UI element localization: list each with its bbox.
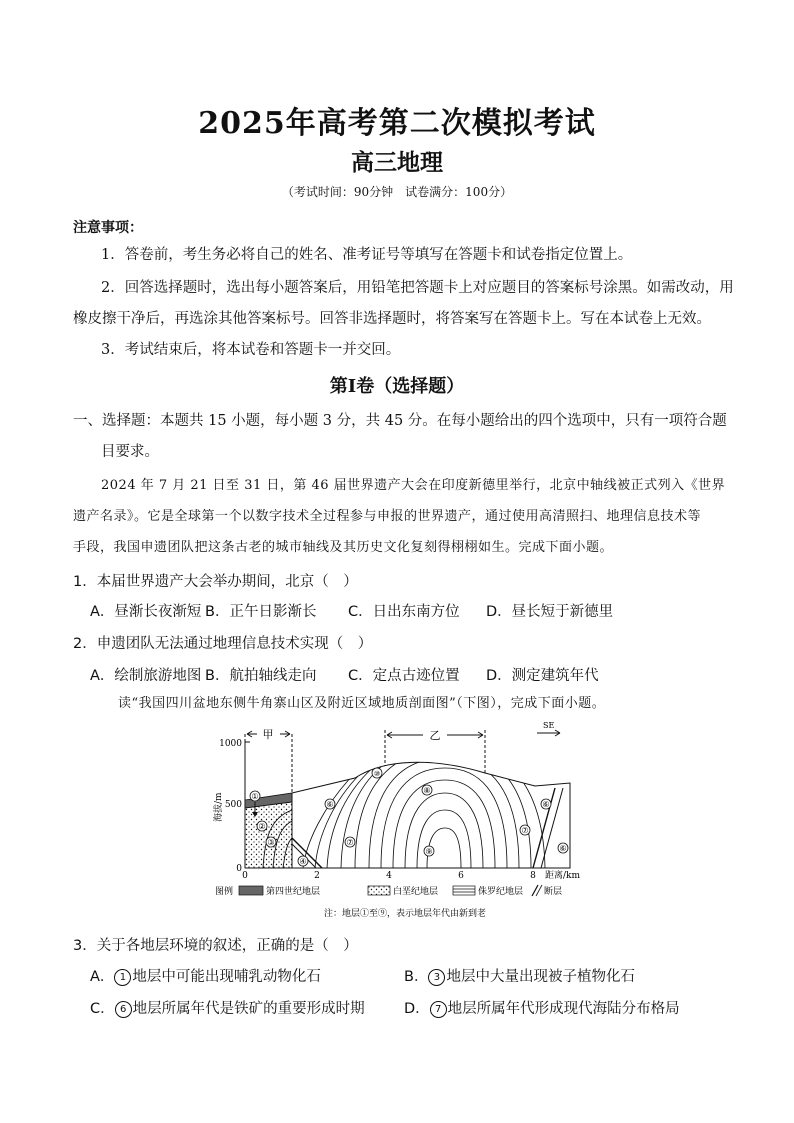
region-jia [245,728,292,800]
layer-label-6b [541,799,551,809]
question-2-option-c: C．定点古迹位置 [348,668,460,684]
figure-legend [215,885,562,897]
section-instruction: 一、选择题：本题共 15 小题，每小题 3 分，共 45 分。在每小题给出的四个选项中，只有一项符合题 [73,413,727,429]
exam-info: （考试时间：90分钟 试卷满分：100分） [281,185,513,199]
question-3-option-d: D． 7 地层所属年代形成现代海陆分布格局 [404,1001,680,1017]
direction-label: SE [543,721,555,730]
x-tick-6: 6 [458,871,464,881]
layer-label-2 [257,821,267,831]
y-tick-0: 0 [236,864,242,874]
layer-label-8 [422,785,432,795]
question-2-option-d: D．测定建筑年代 [486,668,599,684]
layer-label-10 [372,768,382,778]
y-axis [212,739,250,874]
question-3-option-b: B． 3 地层中大量出现被子植物化石 [404,969,635,985]
question-2-option-b: B．航拍轴线走向 [205,668,317,684]
region-yi-label: 乙 [429,729,441,742]
layer-label-6c [558,843,568,853]
layer-label-4 [298,856,308,866]
section-instruction-cont: 目要求。 [101,444,159,460]
legend-cretaceous: 白垩纪地层 [393,887,439,897]
notice-item-1: 1．答卷前，考生务必将自己的姓名、准考证号等填写在答题卡和试卷指定位置上。 [101,247,633,263]
question-1-option-b: B．正午日影渐长 [205,604,317,620]
exam-subtitle: 高三地理 [351,149,443,176]
svg-text:③: ③ [267,838,275,847]
x-tick-4: 4 [386,871,392,881]
legend-quaternary: 第四世纪地层 [266,887,321,897]
question-1-option-d: D．昼长短于新德里 [486,604,614,620]
layer-label-7a [345,837,355,847]
question-3-option-c: C． 6 地层所属年代是铁矿的重要形成时期 [90,1001,365,1017]
svg-text:⑦: ⑦ [346,838,354,847]
x-tick-2: 2 [314,871,320,881]
svg-text:⑦: ⑦ [521,826,529,835]
legend-title: 图例 [215,887,234,897]
svg-text:②: ② [258,822,266,831]
svg-text:⑩: ⑩ [373,770,381,778]
region-jia-label: 甲 [262,728,274,741]
question-2-option-a: A．绘制旅游地图 [90,668,202,684]
svg-text:⑥: ⑥ [542,800,550,809]
direction-arrow [537,721,560,736]
notice-item-2: 2．回答选择题时，选出每小题答案后，用铅笔把答题卡上对应题目的答案标号涂黑。如需改动，用 [101,280,734,296]
question-3-option-a: A． 1 地层中可能出现哺乳动物化石 [90,969,321,985]
geologic-cross-section [205,718,595,923]
layer-label-1 [250,791,260,801]
layer-label-6a [325,799,335,809]
notice-item-2-cont: 橡皮擦干净后，再选涂其他答案标号。回答非选择题时，将答案写在答题卡上。写在本试卷上无效。 [73,311,711,327]
section-title: 第Ⅰ卷（选择题） [329,376,465,397]
y-axis-label: 海拔/m [214,792,224,822]
x-tick-0: 0 [242,871,248,881]
notice-item-3: 3．考试结束后，将本试卷和答题卡一并交回。 [101,342,401,358]
svg-text:⑥: ⑥ [559,844,567,853]
passage1-line-2: 遗产名录》。它是全球第一个以数字技术全过程参与申报的世界遗产，通过使用高清照扫、地理信息技术等 [73,509,702,524]
notice-heading: 注意事项： [73,220,143,236]
question-1-stem: 1．本届世界遗产大会举办期间，北京（ ） [73,574,358,590]
question-3-stem: 3．关于各地层环境的叙述，正确的是（ ） [73,938,358,954]
y-tick-500: 500 [224,800,242,810]
x-axis-label: 距离/km [545,871,581,881]
question-2-stem: 2．申遗团队无法通过地理信息技术实现（ ） [73,636,373,652]
svg-text:⑧: ⑧ [423,786,431,795]
passage2: 读“我国四川盆地东侧牛角寨山区及附近区域地质剖面图”（下图），完成下面小题。 [118,696,606,711]
y-tick-1000: 1000 [219,739,242,749]
passage1-line-3: 手段，我国申遗团队把这条古老的城市轴线及其历史文化复刻得栩栩如生。完成下面小题。 [73,540,614,555]
figure-note: 注：地层①至⑨，表示地层年代由新到老 [323,909,487,919]
exam-title: 2025年高考第二次模拟考试 [198,106,596,141]
layer-label-9 [424,846,434,856]
question-1-option-c: C．日出东南方位 [348,604,460,620]
legend-fault: 断层 [544,887,563,897]
question-1-option-a: A．昼渐长夜渐短 [90,604,202,620]
x-axis [242,868,580,881]
layer-label-3 [266,837,276,847]
legend-jurassic: 侏罗纪地层 [478,887,524,897]
svg-text:④: ④ [299,857,307,866]
svg-text:⑥: ⑥ [326,800,334,809]
svg-text:①: ① [251,792,259,801]
svg-text:⑨: ⑨ [425,847,433,856]
layer-label-7b [520,825,530,835]
x-tick-8: 8 [530,871,536,881]
passage1-line-1: 2024 年 7 月 21 日至 31 日，第 46 届世界遗产大会在印度新德里举行，北京中轴线被正式列入《世界 [101,478,726,493]
